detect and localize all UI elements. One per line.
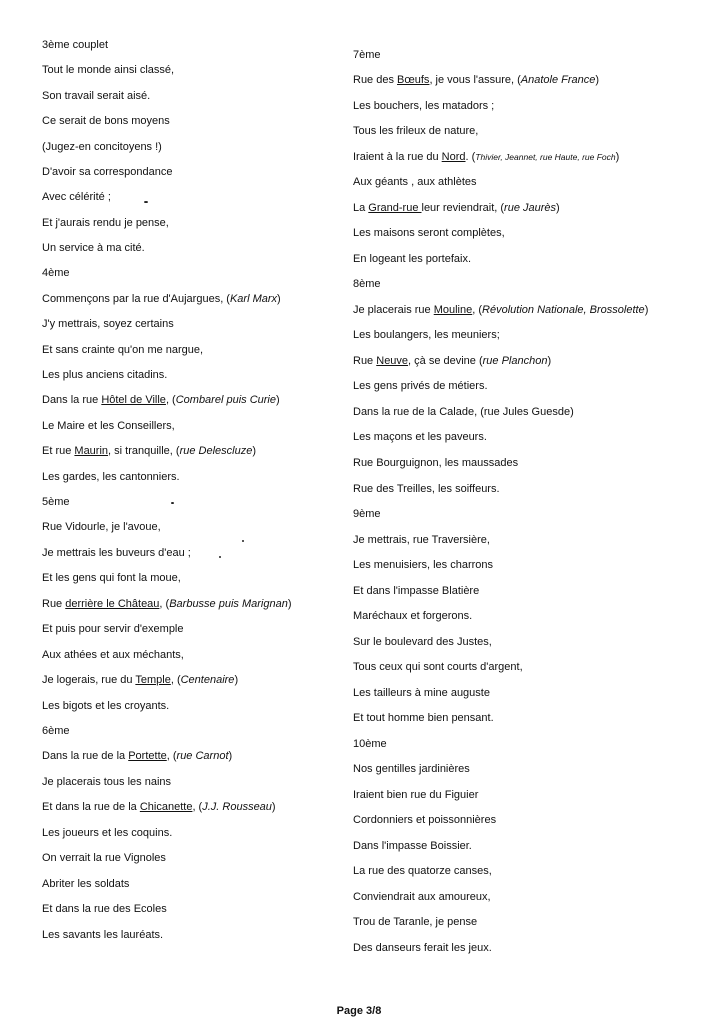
text-line: Je mettrais, rue Traversière, [353, 534, 490, 546]
text-line: Trou de Taranle, je pense [353, 916, 478, 928]
text-line: Les bouchers, les matadors ; [353, 100, 495, 112]
text-line: 7ème [353, 49, 381, 61]
text-line: 8ème [353, 278, 381, 290]
text-line: 3ème couplet [42, 39, 109, 51]
scan-speck [219, 556, 221, 558]
text-line: Et puis pour servir d'exemple [42, 623, 184, 635]
text-line: Rue Neuve, çà se devine (rue Planchon) [353, 355, 552, 367]
text-line: En logeant les portefaix. [353, 253, 472, 265]
text-line: Les boulangers, les meuniers; [353, 329, 500, 341]
scan-speck [242, 540, 244, 542]
text-line: Avec célérité ; [42, 191, 111, 203]
text-line: Iraient à la rue du Nord. (Thivier, Jeannet, rue Haute, rue Foch) [353, 151, 620, 163]
text-line: J'y mettrais, soyez certains [42, 318, 174, 330]
text-line: Je placerais tous les nains [42, 776, 172, 788]
text-line: Et sans crainte qu'on me nargue, [42, 344, 204, 356]
text-line: Tout le monde ainsi classé, [42, 64, 175, 76]
text-line: Cordonniers et poissonnières [353, 814, 497, 826]
scan-speck [144, 201, 148, 203]
text-line: 9ème [353, 508, 381, 520]
text-line: La rue des quatorze canses, [353, 865, 492, 877]
text-line: Les gardes, les cantonniers. [42, 471, 180, 483]
text-line: Rue Bourguignon, les maussades [353, 457, 519, 469]
text-line: Le Maire et les Conseillers, [42, 420, 175, 432]
text-line: Sur le boulevard des Justes, [353, 636, 492, 648]
text-line: Je logerais, rue du Temple, (Centenaire) [42, 674, 239, 686]
text-line: Et dans la rue de la Chicanette, (J.J. Rousseau) [42, 801, 276, 813]
text-line: Des danseurs ferait les jeux. [353, 942, 492, 954]
text-line: Les plus anciens citadins. [42, 369, 168, 381]
text-line: Les bigots et les croyants. [42, 700, 170, 712]
text-line: Commençons par la rue d'Aujargues, (Karl Marx) [42, 293, 281, 305]
text-line: Dans la rue Hôtel de Ville, (Combarel puis Curie) [42, 394, 280, 406]
text-line: D'avoir sa correspondance [42, 166, 173, 178]
text-line: Dans la rue de la Portette, (rue Carnot) [42, 750, 233, 762]
text-line: Aux athées et aux méchants, [42, 649, 184, 661]
text-line: Les joueurs et les coquins. [42, 827, 173, 839]
text-line: Maréchaux et forgerons. [353, 610, 473, 622]
text-line: Et dans l'impasse Blatière [353, 585, 480, 597]
text-line: (Jugez-en concitoyens !) [42, 141, 162, 153]
text-line: Dans la rue de la Calade, (rue Jules Guesde) [353, 406, 574, 418]
text-line: Nos gentilles jardinières [353, 763, 470, 775]
text-line: Les maisons seront complètes, [353, 227, 505, 239]
text-line: Abriter les soldats [42, 878, 130, 890]
text-line: 4ème [42, 267, 70, 279]
text-line: Rue derrière le Château, (Barbusse puis Marignan) [42, 598, 292, 610]
text-line: Tous ceux qui sont courts d'argent, [353, 661, 523, 673]
text-line: Les savants les lauréats. [42, 929, 164, 941]
text-line: On verrait la rue Vignoles [42, 852, 166, 864]
text-line: Les tailleurs à mine auguste [353, 687, 490, 699]
scan-speck [171, 502, 174, 504]
text-line: Et dans la rue des Ecoles [42, 903, 167, 915]
text-line: Je mettrais les buveurs d'eau ; [42, 547, 191, 559]
text-line: 5ème [42, 496, 70, 508]
text-line: Rue des Treilles, les soiffeurs. [353, 483, 500, 495]
text-line: Et tout homme bien pensant. [353, 712, 494, 724]
text-line: Son travail serait aisé. [42, 90, 151, 102]
text-line: La Grand-rue leur reviendrait, (rue Jaurès) [353, 202, 560, 214]
page-number: Page 3/8 [336, 1005, 382, 1017]
text-line: Un service à ma cité. [42, 242, 145, 254]
text-line: Tous les frileux de nature, [353, 125, 479, 137]
text-line: Rue Vidourle, je l'avoue, [42, 521, 161, 533]
text-line: Iraient bien rue du Figuier [353, 789, 479, 801]
text-line: Rue des Bœufs, je vous l'assure, (Anatole France) [353, 74, 600, 86]
text-line: Ce serait de bons moyens [42, 115, 170, 127]
text-line: Et j'aurais rendu je pense, [42, 217, 169, 229]
text-line: Aux géants , aux athlètes [353, 176, 477, 188]
text-line: 10ème [353, 738, 387, 750]
text-line: Dans l'impasse Boissier. [353, 840, 472, 852]
text-line: Et rue Maurin, si tranquille, (rue Delescluze) [42, 445, 256, 457]
text-line: Les maçons et les paveurs. [353, 431, 487, 443]
text-line: Les menuisiers, les charrons [353, 559, 494, 571]
text-line: 6ème [42, 725, 70, 737]
text-line: Conviendrait aux amoureux, [353, 891, 491, 903]
text-line: Les gens privés de métiers. [353, 380, 488, 392]
text-line: Je placerais rue Mouline, (Révolution Nationale, Brossolette) [353, 304, 649, 316]
text-line: Et les gens qui font la moue, [42, 572, 181, 584]
